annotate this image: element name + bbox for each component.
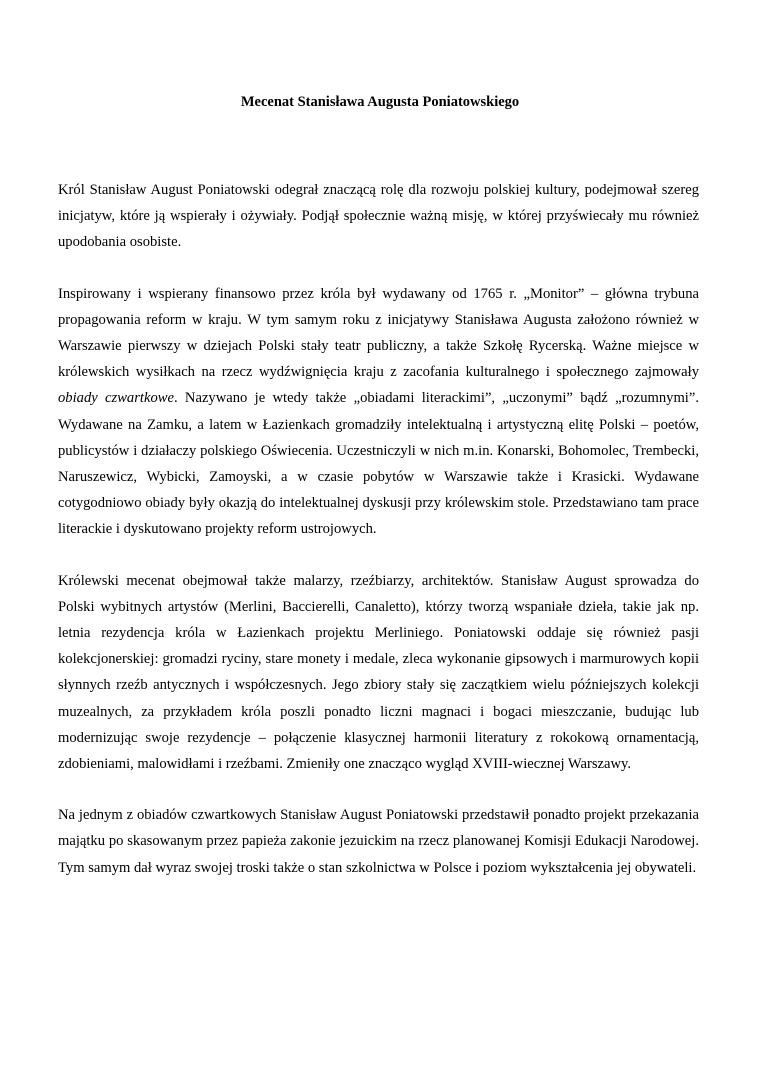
paragraph-education: Na jednym z obiadów czwartkowych Stanisław August Poniatowski przedstawił ponadto projekt przekazania majątku po skasowanym przez papieża zakonie jezuickim na rzecz planowanej Komisji Edukacji Narodowej. Tym samym dał wyraz swojej troski także o stan szkolnictwa w Polsce i poziom wykształcenia jej obywateli. — [58, 807, 699, 876]
paragraph-text-segment: . Nazywano je wtedy także „obiadami literackimi”, „uczonymi” bądź „rozumnymi”. Wydawane na Zamku, a latem w Łazienkach gromadziły intelektualną i artystyczną elitę Polski – poetów, publicystów i działaczy polskiego Oświecenia. Uczestniczyli w nich m.in. Konarski, Bohomolec, Trembecki, Naruszewicz, Wybicki, Zamoyski, a w czasie pobytów w Warszawie także i Krasicki. Wydawane cotygodniowo obiady były okazją do intelektualnej dyskusji przy królewskim stole. Przedstawiano tam prace literackie i dyskutowano projekty reform ustrojowych. — [58, 390, 699, 538]
paragraph-monitor-obiady — [58, 281, 699, 543]
paragraph-intro: Król Stanisław August Poniatowski odegrał znaczącą rolę dla rozwoju polskiej kultury, podejmował szereg inicjatyw, które ją wspierały i ożywiały. Podjął społecznie ważną misję, w której przyświecały mu również upodobania osobiste. — [58, 182, 699, 251]
paragraph-text-segment: Inspirowany i wspierany finansowo przez króla był wydawany od 1765 r. „Monitor” – główna trybuna propagowania reform w kraju. W tym samym roku z inicjatywy Stanisława Augusta założono również w Warszawie pierwszy w dziejach Polski stały teatr publiczny, a także Szkołę Rycerską. Ważne miejsce w królewskich wysiłkach na rzecz wydźwignięcia kraju z zacofania kulturalnego i społecznego zajmowały — [58, 285, 699, 381]
emphasized-term: obiady czwartkowe — [58, 390, 174, 407]
paragraph-art-patronage: Królewski mecenat obejmował także malarzy, rzeźbiarzy, architektów. Stanisław August sprowadza do Polski wybitnych artystów (Merlini, Baccierelli, Canaletto), którzy tworzą wspaniałe dzieła, takie jak np. letnia rezydencja króla w Łazienkach projektu Merliniego. Poniatowski oddaje się również pasji kolekcjonerskiej: gromadzi ryciny, stare monety i medale, zleca wykonanie gipsowych i marmurowych kopii słynnych rzeźb antycznych i współczesnych. Jego zbiory stały się zaczątkiem wielu późniejszych kolekcji muzealnych, za przykładem króla poszli ponadto liczni magnaci i bogaci mieszczanie, budując lub modernizując swoje rezydencje – połączenie klasycznej harmonii literatury z rokokową ornamentacją, zdobieniami, malowidłami i rzeźbami. Zmieniły one znacząco wygląd XVIII-wiecznej Warszawy. — [58, 572, 699, 773]
document-body — [58, 177, 699, 906]
document-title: Mecenat Stanisława Augusta Poniatowskiego — [240, 94, 520, 110]
